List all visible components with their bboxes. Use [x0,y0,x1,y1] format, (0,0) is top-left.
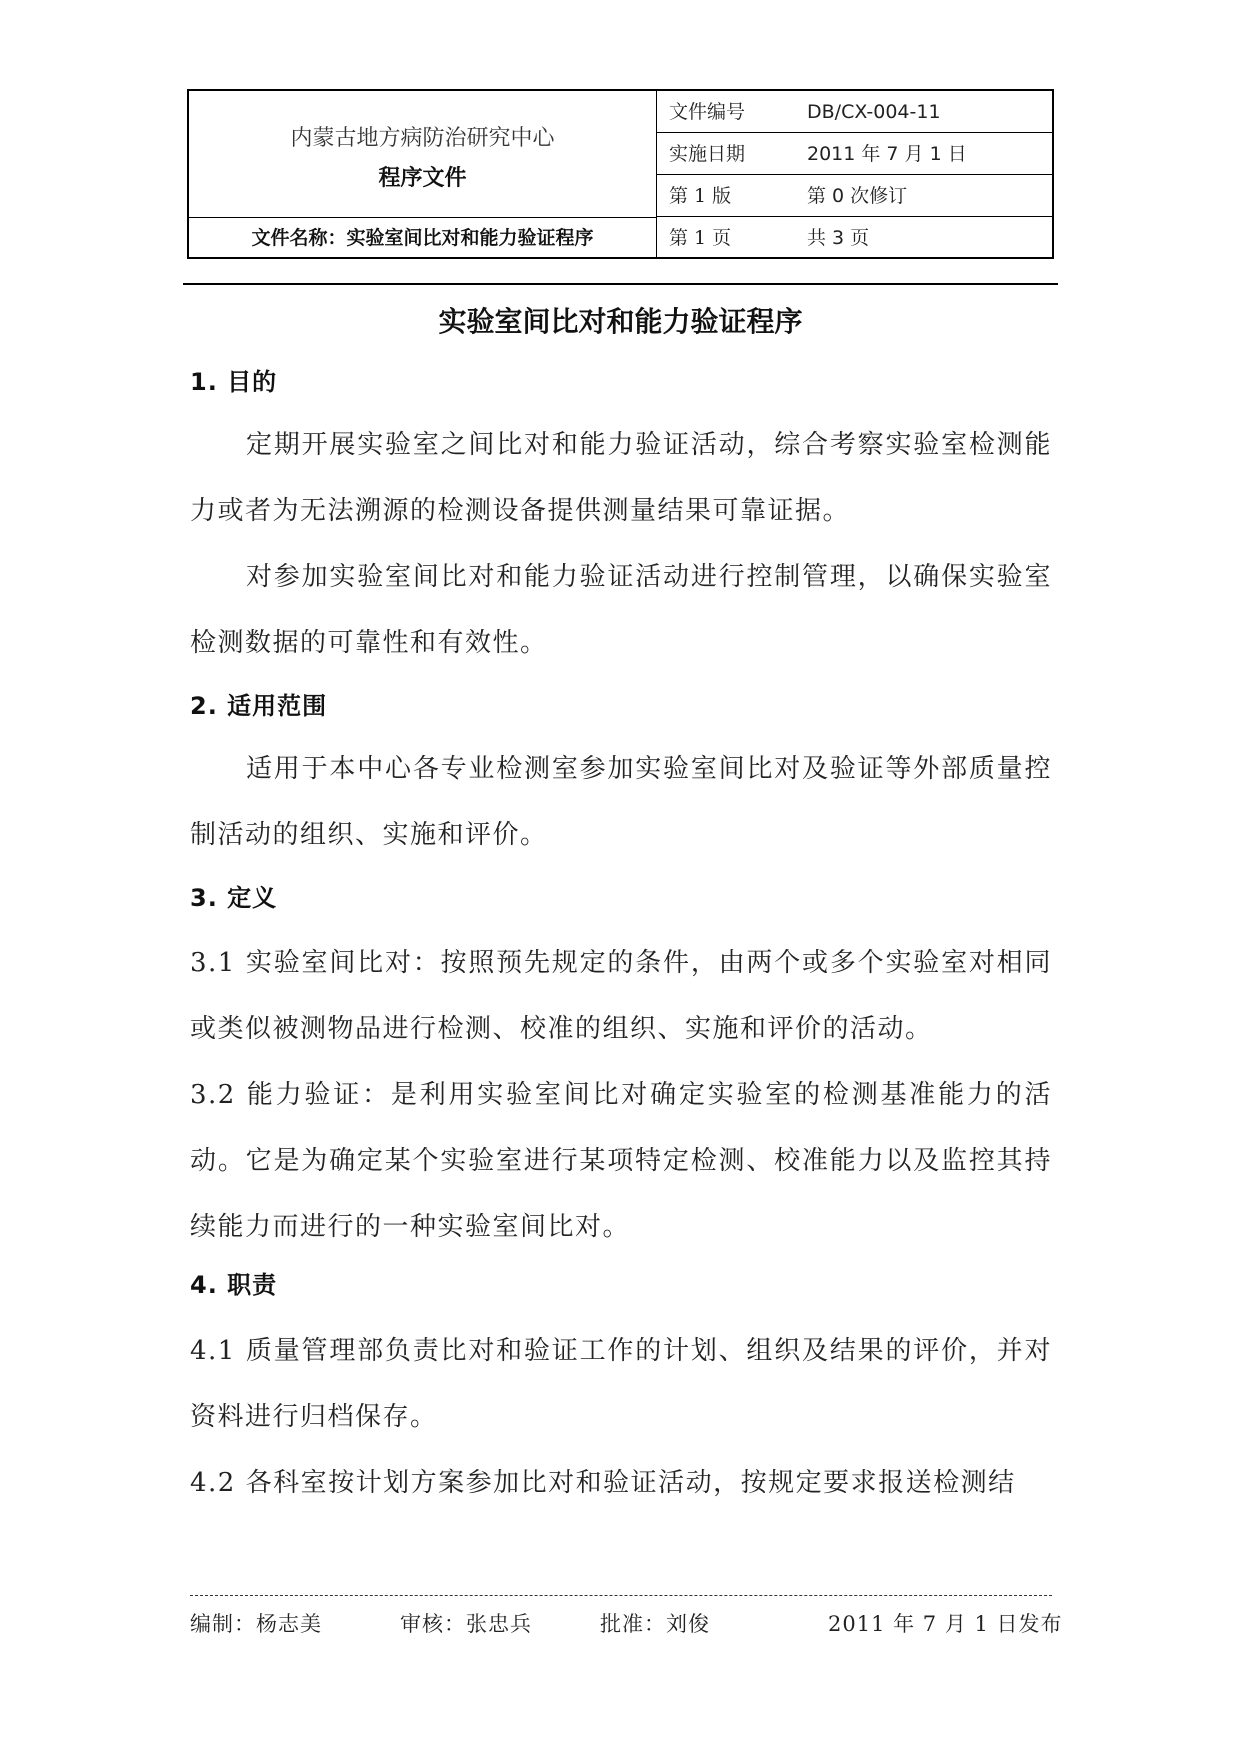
paragraph: 定期开展实验室之间比对和能力验证活动，综合考察实验室检测能力或者为无法溯源的检测设备提供测量结果可靠证据。 [190,430,1052,526]
footer-approved-by: 批准：刘俊 [600,1612,710,1636]
meta-label: 文件编号 [669,101,746,123]
meta-row-page [657,217,1054,259]
section-heading-definitions: 3. 定义 [190,884,278,912]
organization-name: 内蒙古地方病防治研究中心 [290,126,555,151]
paragraph: 对参加实验室间比对和能力验证活动进行控制管理，以确保实验室检测数据的可靠性和有效性。 [190,562,1052,658]
file-name: 文件名称：实验室间比对和能力验证程序 [189,217,657,259]
footer-compiled-by: 编制：杨志美 [190,1612,322,1636]
paragraph: 3.2 能力验证：是利用实验室间比对确定实验室的检测基准能力的活动。它是为确定某个实验室进行某项特定检测、校准能力以及监控其持续能力而进行的一种实验室间比对。 [190,1080,1052,1242]
document-kind: 程序文件 [378,166,467,191]
header-divider [183,283,1058,285]
paragraph: 适用于本中心各专业检测室参加实验室间比对及验证等外部质量控制活动的组织、实施和评价。 [190,754,1052,850]
footer-release-date: 2011 年 7 月 1 日发布 [828,1612,1063,1636]
footer-divider [190,1595,1052,1596]
meta-label: 第 1 版 [669,185,732,207]
document-header-table [187,89,1054,259]
meta-value: 2011 年 7 月 1 日 [807,143,967,165]
meta-value: DB/CX-004-11 [807,101,941,123]
paragraph: 3.1 实验室间比对：按照预先规定的条件，由两个或多个实验室对相同或类似被测物品进行检测、校准的组织、实施和评价的活动。 [190,948,1052,1044]
section-heading-responsibilities: 4. 职责 [190,1271,278,1299]
meta-value: 第 0 次修订 [807,185,908,207]
meta-row-version [657,175,1054,217]
document-title: 实验室间比对和能力验证程序 [438,305,803,338]
footer-reviewed-by: 审核：张忠兵 [400,1612,532,1636]
meta-row-file-number [657,91,1054,133]
meta-row-effective-date [657,133,1054,175]
meta-label: 第 1 页 [669,227,732,249]
paragraph: 4.2 各科室按计划方案参加比对和验证活动，按规定要求报送检测结 [190,1468,1016,1498]
section-heading-scope: 2. 适用范围 [190,692,328,720]
meta-value: 共 3 页 [807,227,870,249]
meta-label: 实施日期 [669,143,746,165]
paragraph: 4.1 质量管理部负责比对和验证工作的计划、组织及结果的评价，并对资料进行归档保存。 [190,1336,1052,1432]
header-meta-cells [657,91,1054,259]
header-org-cell [189,91,657,217]
section-heading-purpose: 1. 目的 [190,368,278,396]
